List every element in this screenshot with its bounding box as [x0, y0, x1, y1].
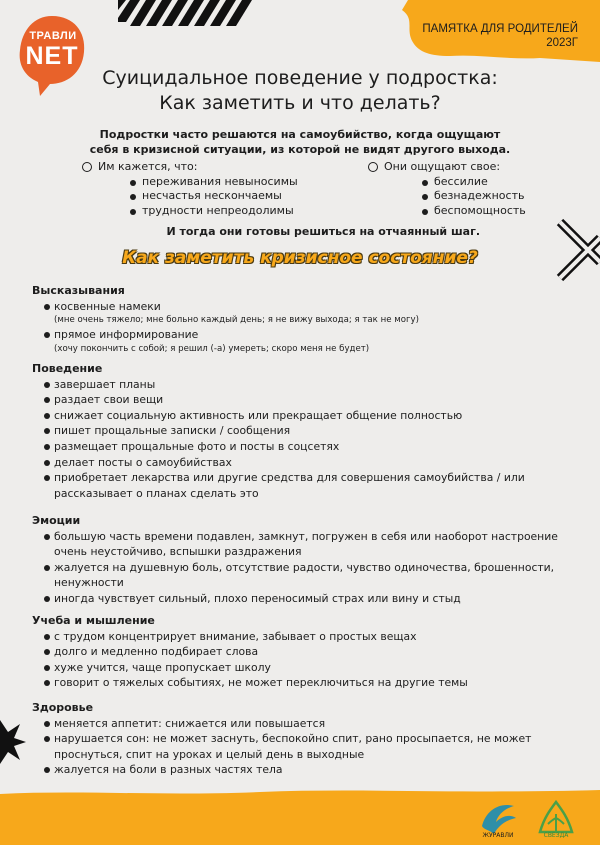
list-item: жалуется на боли в разных частях тела [32, 762, 582, 778]
x-mark-icon [554, 210, 600, 290]
item-text: косвенные намеки [54, 299, 161, 313]
item-note: (мне очень тяжело; мне больно каждый день; я не вижу выхода; я так не могу) [54, 315, 419, 326]
section-title: Эмоции [32, 514, 81, 527]
list-item: снижает социальную активность или прекращает общение полностью [32, 408, 582, 424]
list-item: безнадежность [422, 189, 526, 204]
memo-year: 2023Г [546, 37, 578, 49]
list-item: долго и медленно подбирает слова [32, 644, 582, 660]
left-column [82, 160, 298, 218]
left-column-heading: Им кажется, что: [98, 160, 198, 173]
list-item [32, 299, 582, 328]
intro-line2: себя в кризисной ситуации, из которой не видят другого выхода. [89, 143, 511, 156]
list-item: нарушается сон: не может заснуть, беспокойно спит, рано просыпается, не может проснуться, спит на уроках и целый день в выходные [32, 731, 582, 762]
partner2-label: СВЕЗДА [543, 832, 569, 839]
list-item: хуже учится, чаще пропускает школу [32, 660, 582, 676]
list-item: несчастья нескончаемы [130, 189, 298, 204]
section-title: Здоровье [32, 701, 94, 714]
starburst-icon [0, 716, 26, 766]
logo-line1: ТРАВЛИ [29, 30, 77, 42]
partner1-label: ЖУРАВЛИ [482, 832, 514, 839]
section-emotions [32, 513, 582, 607]
list-item: переживания невыносимы [130, 175, 298, 190]
list-item: размещает прощальные фото и посты в соцсетях [32, 439, 582, 455]
page-title [80, 66, 520, 116]
right-column [368, 160, 526, 218]
memo-label [422, 22, 578, 50]
list-item: приобретает лекарства или другие средства для совершения самоубийства / или рассказывает о планах сделать это [32, 470, 582, 501]
ring-bullet-icon [368, 162, 378, 172]
section-health [32, 700, 582, 778]
final-statement: И тогда они готовы решиться на отчаянный шаг. [166, 225, 480, 238]
item-text: прямое информирование [54, 328, 199, 342]
title-line2: Как заметить и что делать? [159, 92, 441, 114]
ring-bullet-icon [82, 162, 92, 172]
list-item: иногда чувствует сильный, плохо переносимый страх или вину и стыд [32, 591, 582, 607]
title-line1: Суицидальное поведение у подростка: [102, 67, 498, 89]
list-item: делает посты о самоубийствах [32, 455, 582, 471]
logo-line2: NET [25, 42, 79, 70]
section-title: Высказывания [32, 284, 125, 297]
intro-line1: Подростки часто решаются на самоубийство, когда ощущают [99, 128, 501, 141]
item-note: (хочу покончить с собой; я решил (-а) умереть; скоро меня не будет) [54, 343, 370, 354]
list-item: меняется аппетит: снижается или повышается [32, 716, 582, 732]
crisis-heading: Как заметить кризисное состояние? [122, 248, 478, 268]
list-item: пишет прощальные записки / сообщения [32, 423, 582, 439]
list-item: бессилие [422, 175, 526, 190]
list-item: завершает планы [32, 377, 582, 393]
memo-title: ПАМЯТКА ДЛЯ РОДИТЕЛЕЙ [422, 23, 578, 35]
section-statements [32, 283, 582, 356]
list-item: с трудом концентрирует внимание, забывает о простых вещах [32, 629, 582, 645]
list-item: говорит о тяжелых событиях, не может переключиться на другие темы [32, 675, 582, 691]
right-column-heading: Они ощущают свое: [384, 160, 501, 173]
intro-text [72, 127, 528, 157]
list-item: трудности непреодолимы [130, 204, 298, 219]
list-item: жалуется на душевную боль, отсутствие радости, чувство одиночества, брошенности, ненужности [32, 560, 582, 591]
section-study [32, 613, 582, 691]
list-item: большую часть времени подавлен, замкнут, погружен в себя или наоборот настроение очень неустойчиво, вспышки раздражения [32, 529, 582, 560]
section-title: Учеба и мышление [32, 614, 155, 627]
section-title: Поведение [32, 362, 103, 375]
decorative-stripes [118, 0, 258, 26]
section-behavior [32, 361, 582, 501]
list-item: раздает свои вещи [32, 392, 582, 408]
list-item [32, 327, 582, 356]
list-item: беспомощность [422, 204, 526, 219]
